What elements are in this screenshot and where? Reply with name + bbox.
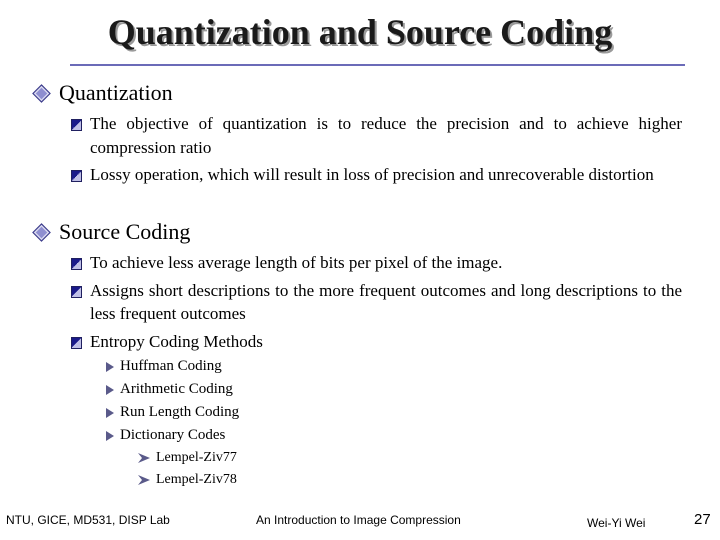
square-bullet-icon [71, 119, 82, 131]
sub-sub-list-item [32, 469, 692, 491]
sub-sub-list-item-text: Lempel-Ziv78 [156, 472, 237, 487]
footer-course-title: An Introduction to Image Compression [256, 513, 461, 527]
list-item-text: Assigns short descriptions to the more frequent outcomes and long descriptions to the less frequent outcomes [90, 280, 682, 323]
arrow-bullet-icon [138, 453, 150, 463]
footer-lab: NTU, GICE, MD531, DISP Lab [6, 513, 170, 527]
list-item-text: The objective of quantization is to reduce the precision and to achieve higher compression ratio [90, 114, 682, 157]
page-number: 27 [694, 511, 711, 528]
sub-list-item-text: Huffman Coding [120, 358, 222, 374]
list-item [32, 251, 692, 275]
triangle-bullet-icon [106, 408, 114, 418]
sub-list-item-text: Arithmetic Coding [120, 381, 233, 397]
sub-list-item [32, 355, 692, 378]
sub-sub-list-item-text: Lempel-Ziv77 [156, 450, 237, 465]
list-item-text: Entropy Coding Methods [90, 331, 263, 351]
sub-list-item [32, 401, 692, 424]
list-item [32, 163, 692, 187]
list-item [32, 279, 692, 326]
section-heading-text: Quantization [59, 80, 173, 105]
slide-title: Quantization and Source Coding [107, 12, 613, 52]
sub-list-item [32, 424, 692, 447]
section-heading-text: Source Coding [59, 219, 191, 244]
list-item [32, 330, 692, 354]
diamond-bullet-icon [32, 223, 51, 242]
sub-sub-list-item [32, 447, 692, 469]
sub-list-item-text: Dictionary Codes [120, 427, 226, 443]
section-heading [32, 219, 692, 245]
list-item-text: Lossy operation, which will result in loss of precision and unrecoverable distortion [90, 165, 654, 184]
list-item [32, 112, 692, 159]
sub-list-item-text: Run Length Coding [120, 404, 240, 420]
square-bullet-icon [71, 286, 82, 298]
section-quantization [32, 80, 692, 187]
arrow-bullet-icon [138, 475, 150, 485]
sub-list-item [32, 378, 692, 401]
triangle-bullet-icon [106, 362, 114, 372]
diamond-bullet-icon [32, 84, 51, 103]
triangle-bullet-icon [106, 385, 114, 395]
square-bullet-icon [71, 170, 82, 182]
square-bullet-icon [71, 337, 82, 349]
footer-author: Wei-Yi Wei [587, 516, 646, 530]
triangle-bullet-icon [106, 431, 114, 441]
section-source-coding [32, 219, 692, 491]
list-item-text: To achieve less average length of bits per pixel of the image. [90, 253, 503, 272]
square-bullet-icon [71, 258, 82, 270]
title-divider [70, 64, 685, 66]
section-heading [32, 80, 692, 106]
